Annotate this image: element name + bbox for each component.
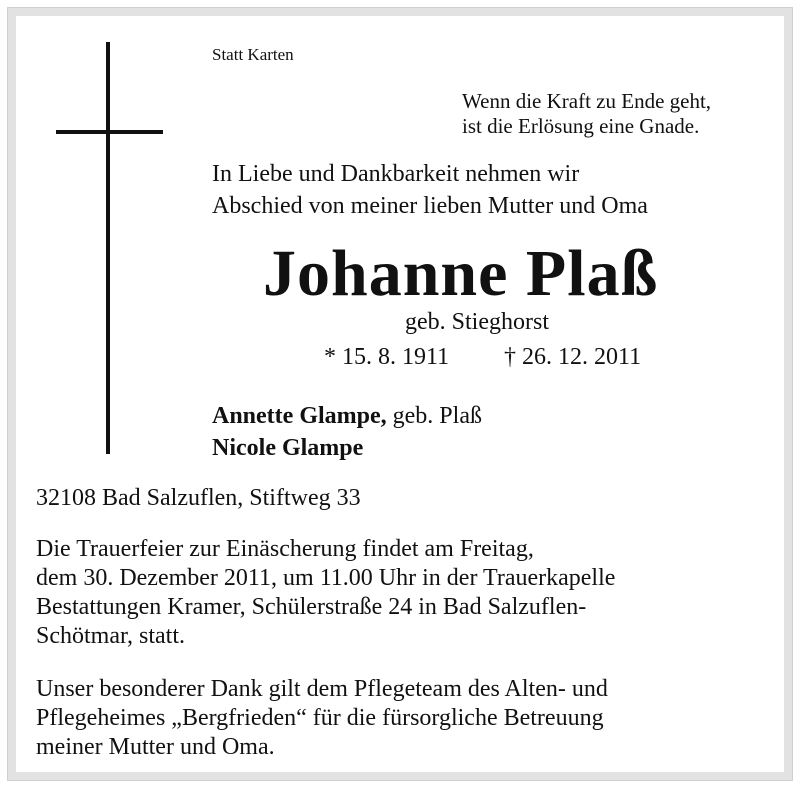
birth-date: * 15. 8. 1911 bbox=[324, 344, 450, 370]
cross-icon-vertical bbox=[106, 42, 110, 454]
motto-line-1: Wenn die Kraft zu Ende geht, bbox=[462, 89, 712, 113]
mourner-1-name: Annette Glampe, bbox=[212, 403, 387, 429]
service-line-2: dem 30. Dezember 2011, um 11.00 Uhr in der Trauerkapelle bbox=[36, 565, 616, 591]
service-line-1: Die Trauerfeier zur Einäscherung findet am Freitag, bbox=[36, 536, 534, 562]
mourner-1 bbox=[212, 404, 482, 428]
cross-icon-horizontal bbox=[56, 130, 163, 134]
deceased-name: Johanne Plaß bbox=[263, 237, 659, 310]
intro-line-1: In Liebe und Dankbarkeit nehmen wir bbox=[212, 161, 580, 187]
thanks-line-2: Pflegeheimes „Bergfrieden“ für die fürsorgliche Betreuung bbox=[36, 705, 604, 731]
header-text: Statt Karten bbox=[212, 45, 294, 64]
death-date: † 26. 12. 2011 bbox=[504, 344, 642, 370]
mourner-1-note: geb. Plaß bbox=[392, 403, 482, 429]
maiden-name: geb. Stieghorst bbox=[405, 309, 549, 335]
intro-line-2: Abschied von meiner lieben Mutter und Oma bbox=[212, 193, 648, 219]
motto-line-2: ist die Erlösung eine Gnade. bbox=[462, 114, 700, 138]
service-line-3: Bestattungen Kramer, Schülerstraße 24 in Bad Salzuflen- bbox=[36, 594, 587, 620]
address: 32108 Bad Salzuflen, Stiftweg 33 bbox=[36, 485, 361, 511]
service-line-4: Schötmar, statt. bbox=[36, 623, 186, 649]
thanks-line-3: meiner Mutter und Oma. bbox=[36, 734, 275, 760]
thanks-line-1: Unser besonderer Dank gilt dem Pflegeteam des Alten- und bbox=[36, 676, 608, 702]
mourner-2-name: Nicole Glampe bbox=[212, 435, 364, 461]
